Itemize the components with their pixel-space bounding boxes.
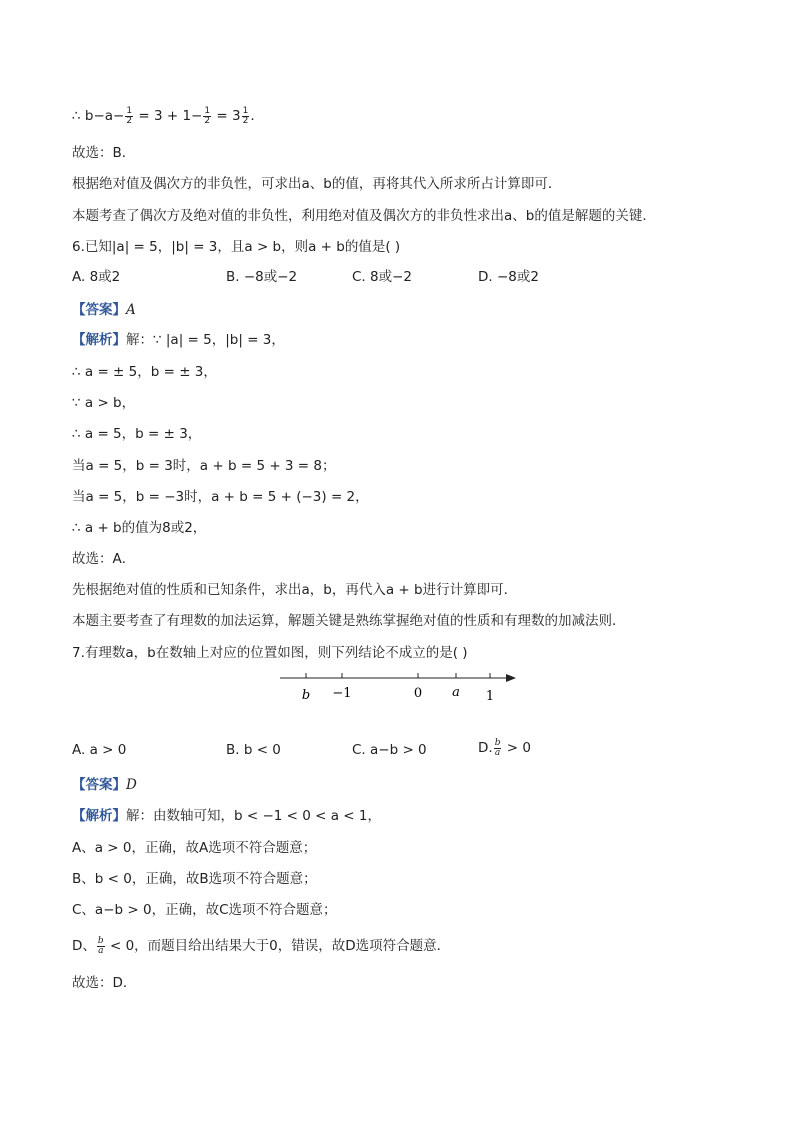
text-segment: = 3 + 1− xyxy=(134,108,203,124)
q7-step-c: C、a−b > 0，正确，故C选项不符合题意； xyxy=(72,902,337,918)
analysis-text: 解：∵ |a| = 5，|b| = 3， xyxy=(126,332,285,348)
q7-answer xyxy=(72,775,137,795)
fraction xyxy=(125,107,133,126)
answer-tag: 【答案】 xyxy=(72,777,126,793)
axis-label-minus-1: −1 xyxy=(332,686,352,701)
choose-line: 故选：B． xyxy=(72,145,136,161)
text-segment: ∴ b−a− xyxy=(72,108,125,124)
q6-step-3: ∴ a = 5，b = ± 3， xyxy=(72,426,202,442)
q6-analysis xyxy=(72,330,285,350)
answer-value: D xyxy=(126,777,137,793)
answer-value: A xyxy=(126,302,136,318)
numerator: 1 xyxy=(126,105,133,116)
option-text: > 0 xyxy=(502,740,531,756)
q6-step-4: 当a = 5，b = 3时，a + b = 5 + 3 = 8； xyxy=(72,458,336,474)
numerator: 1 xyxy=(204,105,211,116)
q7-option-b: B. b < 0 xyxy=(226,742,281,758)
denominator: a xyxy=(98,945,104,956)
q7-step-a: A、a > 0，正确，故A选项不符合题意； xyxy=(72,840,317,856)
q7-step-b: B、b < 0，正确，故B选项不符合题意； xyxy=(72,871,317,887)
fraction xyxy=(242,107,250,126)
number-line-figure xyxy=(270,662,530,710)
text-segment: . xyxy=(250,108,255,124)
denominator: a xyxy=(494,747,501,758)
summary-line: 本题考查了偶次方及绝对值的非负性，利用绝对值及偶次方的非负性求出a、b的值是解题的关键． xyxy=(72,208,656,224)
q6-option-c: C. 8或−2 xyxy=(352,269,412,285)
analysis-tag: 【解析】 xyxy=(72,332,126,348)
q6-summary: 本题主要考查了有理数的加法运算，解题关键是熟练掌握绝对值的性质和有理数的加减法则． xyxy=(72,613,626,629)
q6-option-a: A. 8或2 xyxy=(72,269,121,285)
q7-analysis xyxy=(72,806,381,826)
fraction xyxy=(203,107,211,126)
q7-step-d xyxy=(72,936,450,956)
text-segment: = 3 xyxy=(212,108,241,124)
q6-step-2: ∵ a > b， xyxy=(72,395,136,411)
q6-step-1: ∴ a = ± 5，b = ± 3， xyxy=(72,364,217,380)
numerator: b xyxy=(97,935,104,946)
fraction xyxy=(494,739,502,758)
q7-option-d xyxy=(478,738,531,758)
q7-option-a: A. a > 0 xyxy=(72,742,127,758)
step-label: D、 xyxy=(72,938,96,954)
numerator: b xyxy=(494,737,501,748)
option-label: D. xyxy=(478,740,493,756)
solution-line-fraction xyxy=(72,106,255,126)
question-6-stem: 6.已知|a| = 5，|b| = 3，且a > b，则a + b的值是( ) xyxy=(72,239,401,255)
q6-method: 先根据绝对值的性质和已知条件，求出a，b，再代入a + b进行计算即可． xyxy=(72,582,518,598)
denominator: 2 xyxy=(242,115,249,126)
axis-label-0: 0 xyxy=(413,686,423,701)
axis-label-b: b xyxy=(301,688,311,703)
denominator: 2 xyxy=(204,115,211,126)
axis-label-1: 1 xyxy=(485,689,495,704)
q7-option-c: C. a−b > 0 xyxy=(352,742,427,758)
answer-tag: 【答案】 xyxy=(72,302,126,318)
numerator: 1 xyxy=(242,105,249,116)
denominator: 2 xyxy=(126,115,133,126)
axis-label-a: a xyxy=(452,685,460,700)
analysis-tag: 【解析】 xyxy=(72,808,126,824)
q6-answer xyxy=(72,300,136,320)
q6-option-b: B. −8或−2 xyxy=(226,269,298,285)
question-7-stem: 7.有理数a，b在数轴上对应的位置如图，则下列结论不成立的是( ) xyxy=(72,645,468,661)
method-line: 根据绝对值及偶次方的非负性，可求出a、b的值，再将其代入所求所占计算即可． xyxy=(72,176,562,192)
q6-step-6: ∴ a + b的值为8或2， xyxy=(72,520,207,536)
q6-option-d: D. −8或2 xyxy=(478,269,539,285)
step-text: < 0，而题目给出结果大于0，错误，故D选项符合题意． xyxy=(105,938,451,954)
axis-arrow xyxy=(506,674,516,682)
q6-choose: 故选：A． xyxy=(72,551,136,567)
q6-step-5: 当a = 5，b = −3时，a + b = 5 + (−3) = 2， xyxy=(72,489,369,505)
fraction xyxy=(97,937,105,956)
analysis-text: 解：由数轴可知，b < −1 < 0 < a < 1， xyxy=(126,808,381,824)
q7-choose: 故选：D． xyxy=(72,975,137,991)
